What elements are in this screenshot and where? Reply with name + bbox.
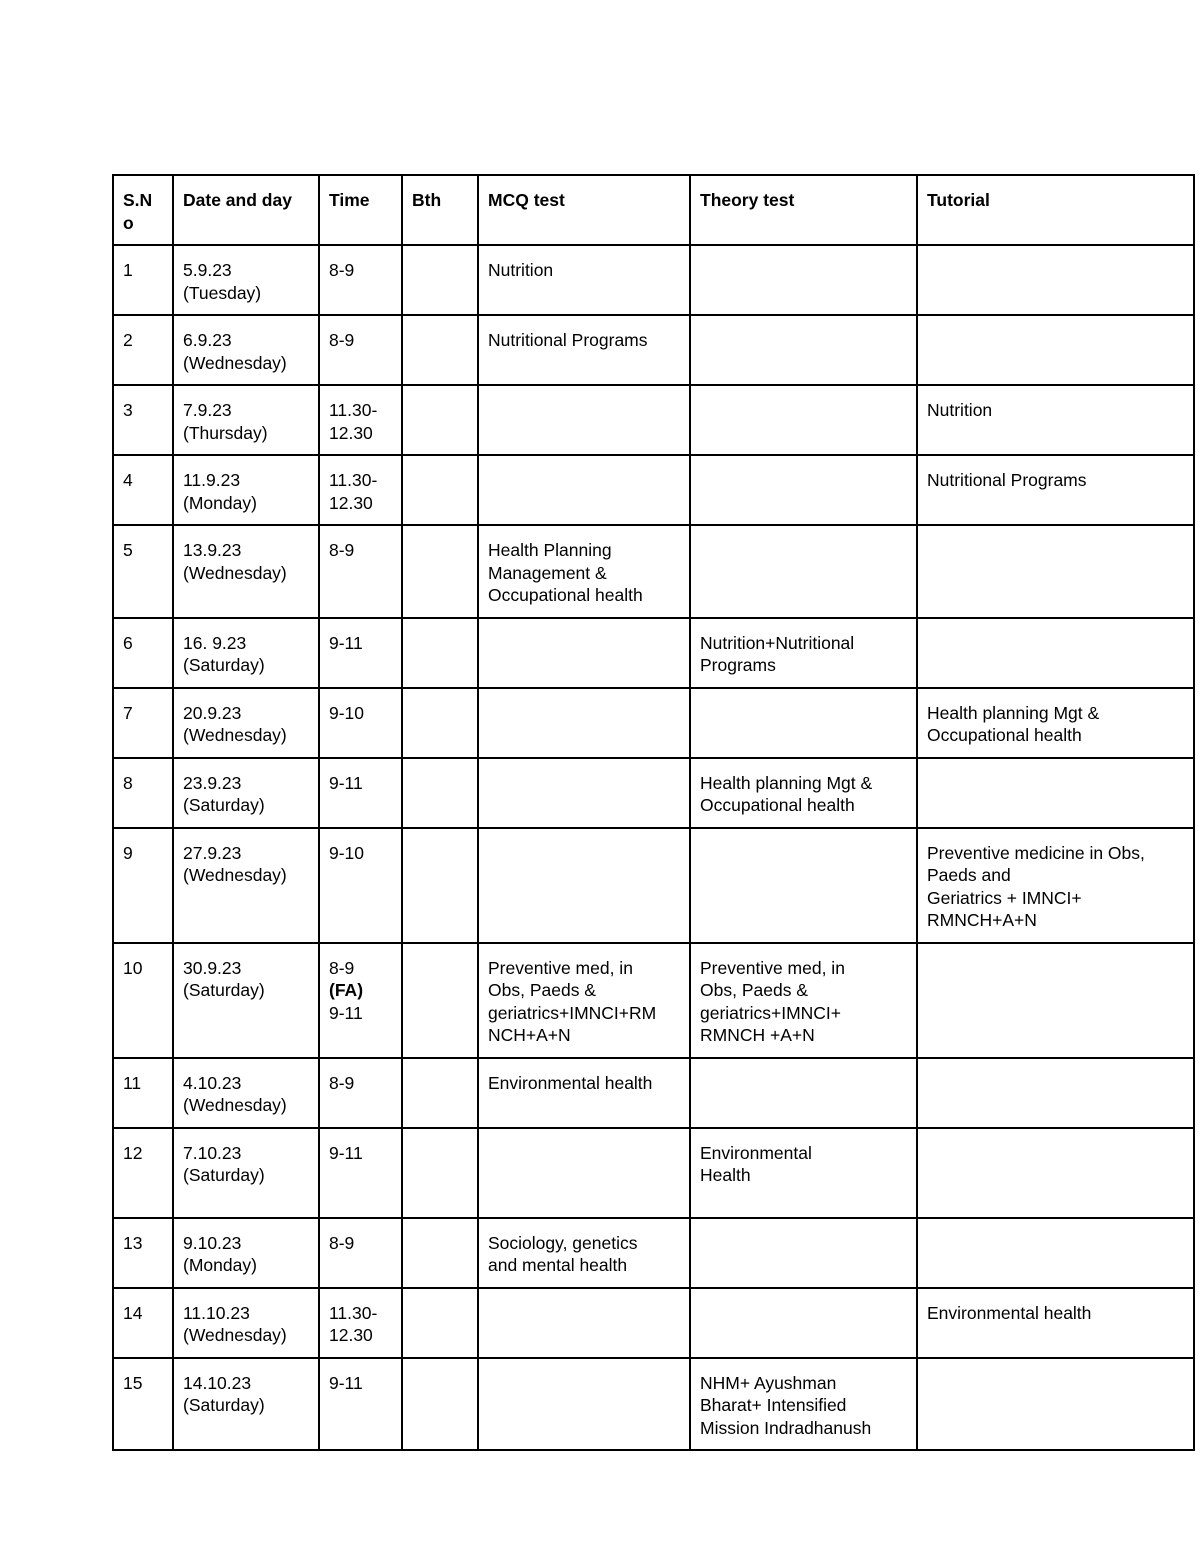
cell-theory: Preventive med, in Obs, Paeds & geriatrics+IMNCI+ RMNCH +A+N — [690, 943, 917, 1058]
cell-bth — [402, 455, 478, 525]
cell-sno: 15 — [113, 1358, 173, 1451]
cell-tutorial: Nutritional Programs — [917, 455, 1194, 525]
header-bth: Bth — [402, 175, 478, 245]
cell-bth — [402, 688, 478, 758]
cell-tutorial — [917, 1358, 1194, 1451]
cell-tutorial — [917, 758, 1194, 828]
table-row — [113, 1128, 1194, 1218]
header-date: Date and day — [173, 175, 319, 245]
cell-date: 30.9.23 (Saturday) — [173, 943, 319, 1058]
cell-bth — [402, 1218, 478, 1288]
cell-tutorial: Environmental health — [917, 1288, 1194, 1358]
table-row — [113, 1218, 1194, 1288]
cell-tutorial — [917, 1128, 1194, 1218]
header-tutorial: Tutorial — [917, 175, 1194, 245]
time-value: 11.30- 12.30 — [329, 400, 378, 443]
cell-time — [319, 1358, 402, 1451]
cell-sno: 14 — [113, 1288, 173, 1358]
time-value: 8-9 — [329, 330, 355, 350]
cell-date: 11.10.23 (Wednesday) — [173, 1288, 319, 1358]
cell-theory: Health planning Mgt & Occupational health — [690, 758, 917, 828]
cell-tutorial: Health planning Mgt & Occupational health — [917, 688, 1194, 758]
schedule-table — [112, 174, 1195, 1451]
cell-theory: Nutrition+Nutritional Programs — [690, 618, 917, 688]
cell-time — [319, 688, 402, 758]
header-theory: Theory test — [690, 175, 917, 245]
header-row — [113, 175, 1194, 245]
time-value: 9-11 — [329, 772, 363, 793]
table-row — [113, 1288, 1194, 1358]
table-row — [113, 758, 1194, 828]
cell-bth — [402, 1058, 478, 1128]
cell-time — [319, 828, 402, 943]
cell-theory: NHM+ Ayushman Bharat+ Intensified Mission Indradhanush — [690, 1358, 917, 1451]
cell-bth — [402, 618, 478, 688]
cell-bth — [402, 1288, 478, 1358]
cell-theory — [690, 828, 917, 943]
cell-mcq — [478, 1358, 690, 1451]
cell-theory — [690, 385, 917, 455]
cell-bth — [402, 1358, 478, 1451]
cell-bth — [402, 943, 478, 1058]
time-fa-label: (FA) — [329, 980, 364, 1000]
table-row — [113, 455, 1194, 525]
cell-bth — [402, 1128, 478, 1218]
cell-tutorial: Nutrition — [917, 385, 1194, 455]
cell-sno: 10 — [113, 943, 173, 1058]
cell-time — [319, 315, 402, 385]
cell-mcq — [478, 455, 690, 525]
cell-mcq — [478, 1128, 690, 1218]
cell-tutorial — [917, 1218, 1194, 1288]
cell-bth — [402, 385, 478, 455]
table-header — [113, 175, 1194, 245]
cell-time — [319, 525, 402, 618]
time-value: 11.30- 12.30 — [329, 470, 378, 513]
cell-mcq — [478, 1288, 690, 1358]
time-value-second: 9-11 — [329, 1002, 363, 1023]
time-value: 8-9 — [329, 957, 355, 978]
table-row — [113, 1058, 1194, 1128]
cell-mcq — [478, 828, 690, 943]
cell-tutorial — [917, 245, 1194, 315]
cell-date: 16. 9.23 (Saturday) — [173, 618, 319, 688]
cell-time — [319, 1288, 402, 1358]
cell-time — [319, 1058, 402, 1128]
table-row — [113, 315, 1194, 385]
cell-mcq — [478, 688, 690, 758]
table-row — [113, 943, 1194, 1058]
table-row — [113, 385, 1194, 455]
time-value: 9-10 — [329, 702, 365, 723]
cell-mcq — [478, 385, 690, 455]
time-value: 9-11 — [329, 1142, 363, 1163]
cell-time — [319, 245, 402, 315]
cell-date: 27.9.23 (Wednesday) — [173, 828, 319, 943]
cell-tutorial — [917, 315, 1194, 385]
cell-tutorial — [917, 943, 1194, 1058]
cell-theory — [690, 688, 917, 758]
cell-sno: 4 — [113, 455, 173, 525]
cell-tutorial — [917, 525, 1194, 618]
cell-theory — [690, 245, 917, 315]
time-value: 8-9 — [329, 1232, 355, 1253]
cell-time — [319, 1128, 402, 1218]
header-time: Time — [319, 175, 402, 245]
cell-sno: 1 — [113, 245, 173, 315]
cell-sno: 12 — [113, 1128, 173, 1218]
cell-date: 6.9.23 (Wednesday) — [173, 315, 319, 385]
cell-theory — [690, 525, 917, 618]
cell-bth — [402, 525, 478, 618]
cell-time — [319, 455, 402, 525]
time-value: 8-9 — [329, 1072, 355, 1093]
header-mcq: MCQ test — [478, 175, 690, 245]
cell-date: 4.10.23 (Wednesday) — [173, 1058, 319, 1128]
cell-time — [319, 1218, 402, 1288]
time-value: 9-10 — [329, 842, 365, 863]
cell-date: 23.9.23 (Saturday) — [173, 758, 319, 828]
cell-mcq: Environmental health — [478, 1058, 690, 1128]
cell-date: 14.10.23 (Saturday) — [173, 1358, 319, 1451]
cell-date: 9.10.23 (Monday) — [173, 1218, 319, 1288]
cell-time — [319, 385, 402, 455]
cell-sno: 13 — [113, 1218, 173, 1288]
cell-date: 7.10.23 (Saturday) — [173, 1128, 319, 1218]
cell-theory — [690, 1218, 917, 1288]
time-value: 9-11 — [329, 1372, 363, 1393]
cell-sno: 3 — [113, 385, 173, 455]
table-row — [113, 1358, 1194, 1451]
header-sno: S.N o — [113, 175, 173, 245]
table-row — [113, 828, 1194, 943]
cell-sno: 2 — [113, 315, 173, 385]
cell-time — [319, 758, 402, 828]
cell-bth — [402, 315, 478, 385]
cell-sno: 7 — [113, 688, 173, 758]
cell-mcq: Nutritional Programs — [478, 315, 690, 385]
time-value: 8-9 — [329, 260, 355, 280]
cell-theory — [690, 1058, 917, 1128]
cell-mcq — [478, 618, 690, 688]
cell-sno: 5 — [113, 525, 173, 618]
table-row — [113, 618, 1194, 688]
time-value: 8-9 — [329, 540, 355, 560]
cell-theory — [690, 315, 917, 385]
cell-tutorial — [917, 618, 1194, 688]
time-value: 9-11 — [329, 632, 363, 653]
cell-time — [319, 618, 402, 688]
cell-sno: 9 — [113, 828, 173, 943]
time-value: 11.30- 12.30 — [329, 1302, 378, 1345]
cell-date: 7.9.23 (Thursday) — [173, 385, 319, 455]
cell-bth — [402, 828, 478, 943]
cell-mcq: Health Planning Management & Occupational health — [478, 525, 690, 618]
table-row — [113, 525, 1194, 618]
cell-tutorial: Preventive medicine in Obs, Paeds and Geriatrics + IMNCI+ RMNCH+A+N — [917, 828, 1194, 943]
cell-theory: Environmental Health — [690, 1128, 917, 1218]
cell-date: 13.9.23 (Wednesday) — [173, 525, 319, 618]
cell-bth — [402, 245, 478, 315]
cell-sno: 6 — [113, 618, 173, 688]
cell-mcq: Preventive med, in Obs, Paeds & geriatrics+IMNCI+RM NCH+A+N — [478, 943, 690, 1058]
cell-tutorial — [917, 1058, 1194, 1128]
cell-date: 20.9.23 (Wednesday) — [173, 688, 319, 758]
cell-sno: 8 — [113, 758, 173, 828]
cell-mcq — [478, 758, 690, 828]
table-body — [113, 245, 1194, 1450]
cell-theory — [690, 455, 917, 525]
cell-mcq: Nutrition — [478, 245, 690, 315]
table-row — [113, 245, 1194, 315]
cell-sno: 11 — [113, 1058, 173, 1128]
cell-theory — [690, 1288, 917, 1358]
table-row — [113, 688, 1194, 758]
cell-mcq: Sociology, genetics and mental health — [478, 1218, 690, 1288]
cell-time — [319, 943, 402, 1058]
cell-bth — [402, 758, 478, 828]
cell-date: 11.9.23 (Monday) — [173, 455, 319, 525]
cell-date: 5.9.23 (Tuesday) — [173, 245, 319, 315]
